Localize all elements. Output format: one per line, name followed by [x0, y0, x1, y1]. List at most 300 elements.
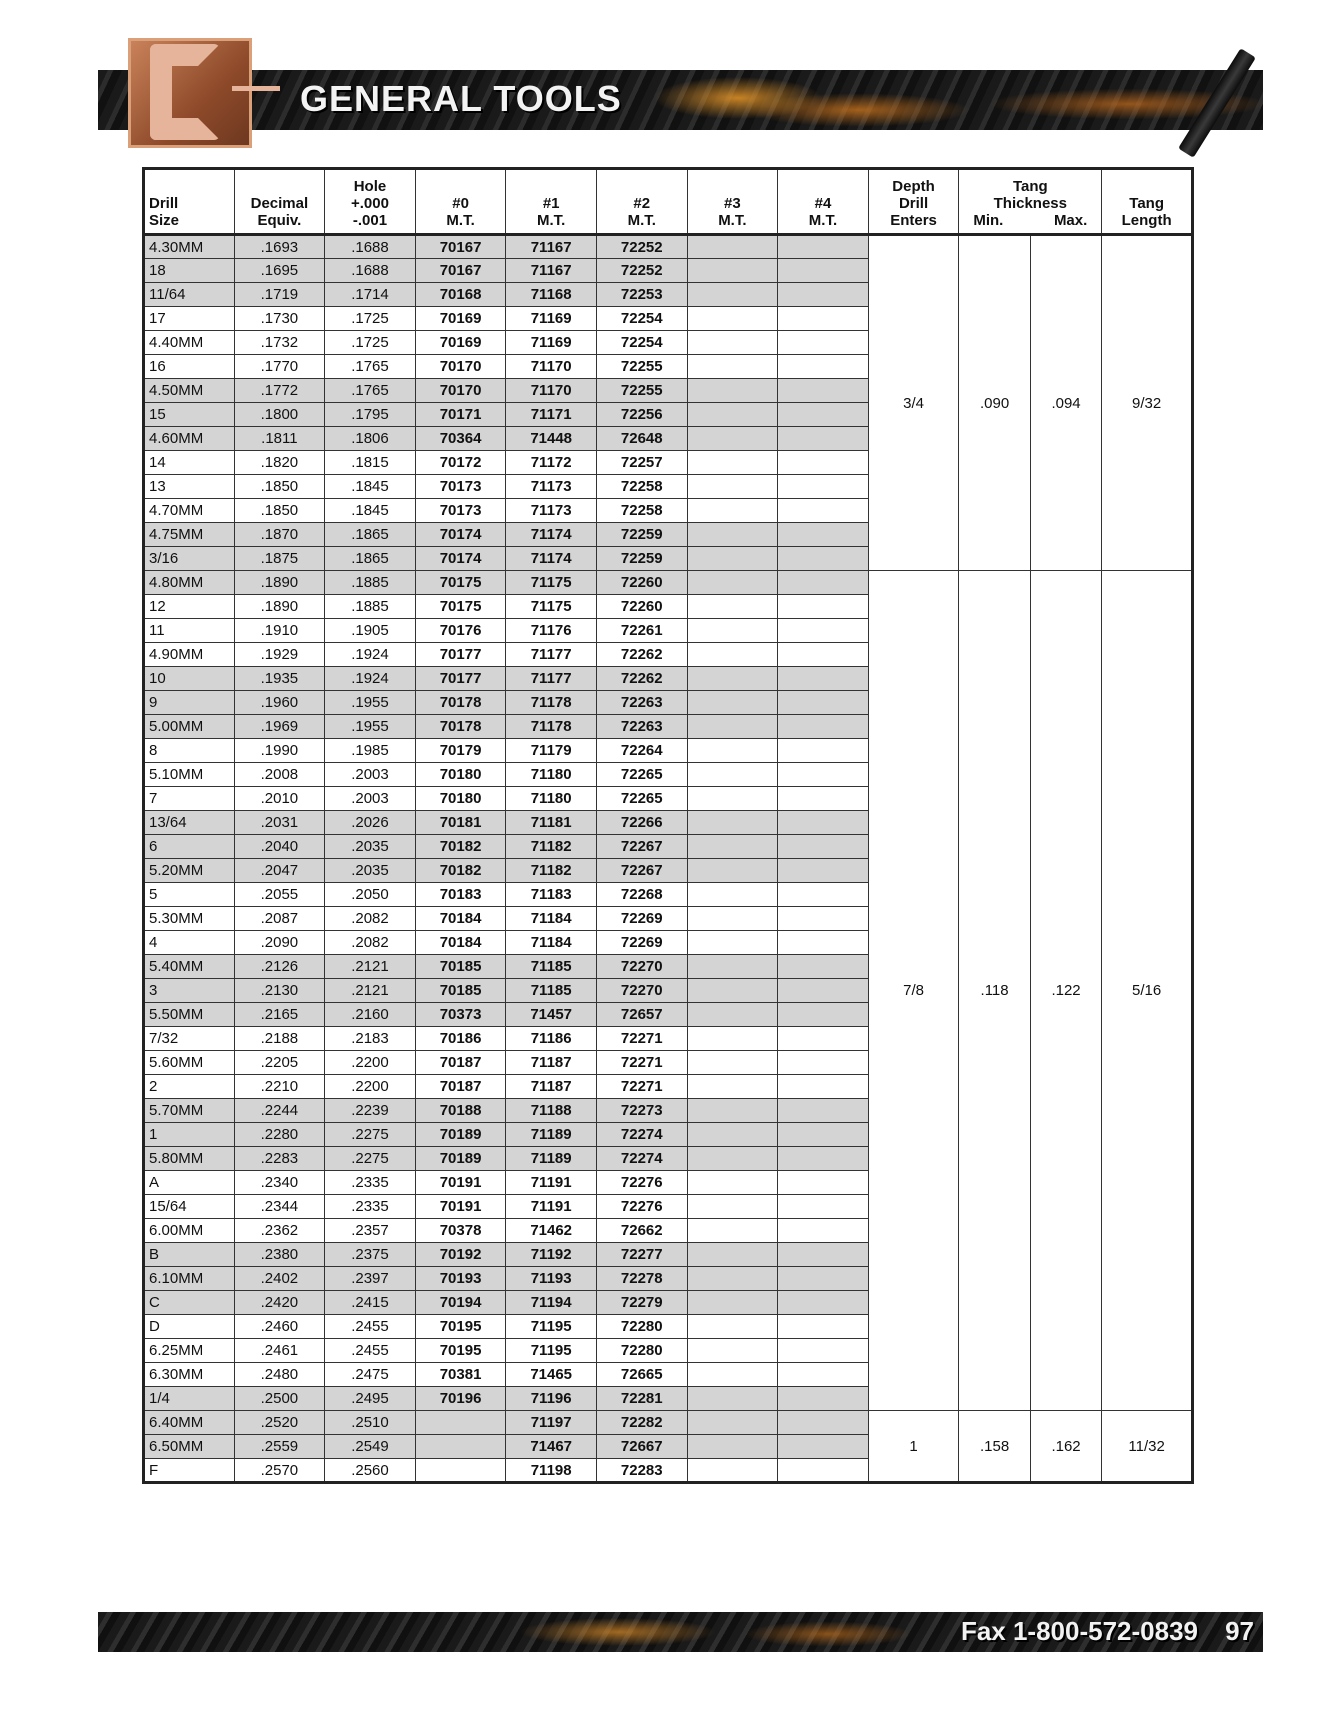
cell-decimal-equiv: .2520 [234, 1411, 325, 1435]
cell-mt4 [778, 1027, 869, 1051]
cell-mt4 [778, 1195, 869, 1219]
cell-mt3 [687, 1243, 778, 1267]
cell-hole: .2495 [325, 1387, 416, 1411]
cell-mt4 [778, 1291, 869, 1315]
cell-decimal-equiv: .1770 [234, 355, 325, 379]
cell-mt4 [778, 499, 869, 523]
cell-mt4 [778, 1003, 869, 1027]
cell-mt0: 70177 [415, 643, 506, 667]
cell-mt3 [687, 427, 778, 451]
cell-decimal-equiv: .2205 [234, 1051, 325, 1075]
cell-hole: .2357 [325, 1219, 416, 1243]
logo-drill-bar [232, 86, 280, 91]
cell-decimal-equiv: .2126 [234, 955, 325, 979]
cell-mt2: 72271 [596, 1075, 687, 1099]
cell-mt1: 71194 [506, 1291, 597, 1315]
cell-mt2: 72665 [596, 1363, 687, 1387]
cell-decimal-equiv: .1820 [234, 451, 325, 475]
cell-decimal-equiv: .2380 [234, 1243, 325, 1267]
cell-decimal-equiv: .2130 [234, 979, 325, 1003]
cell-mt3 [687, 1003, 778, 1027]
header-mt4: #4 M.T. [778, 169, 869, 235]
cell-mt1: 71170 [506, 355, 597, 379]
cell-mt1: 71169 [506, 331, 597, 355]
cell-drill-size: 5.80MM [144, 1147, 235, 1171]
cell-depth-drill-enters: 3/4 [868, 235, 959, 571]
logo-c-mark [150, 44, 220, 140]
cell-mt0: 70175 [415, 595, 506, 619]
cell-hole: .1885 [325, 571, 416, 595]
cell-decimal-equiv: .2244 [234, 1099, 325, 1123]
cell-hole: .2415 [325, 1291, 416, 1315]
cell-mt2: 72257 [596, 451, 687, 475]
cell-mt2: 72281 [596, 1387, 687, 1411]
cell-drill-size: 15/64 [144, 1195, 235, 1219]
cell-mt1: 71467 [506, 1435, 597, 1459]
cell-drill-size: A [144, 1171, 235, 1195]
cell-drill-size: 6.50MM [144, 1435, 235, 1459]
cell-mt4 [778, 1315, 869, 1339]
cell-mt4 [778, 979, 869, 1003]
cell-hole: .2121 [325, 955, 416, 979]
cell-mt4 [778, 1099, 869, 1123]
cell-mt3 [687, 499, 778, 523]
cell-mt2: 72282 [596, 1411, 687, 1435]
table-row [144, 571, 1193, 595]
cell-hole: .2455 [325, 1315, 416, 1339]
cell-hole: .2035 [325, 835, 416, 859]
cell-drill-size: B [144, 1243, 235, 1267]
cell-decimal-equiv: .2461 [234, 1339, 325, 1363]
cell-mt0: 70187 [415, 1051, 506, 1075]
cell-mt1: 71192 [506, 1243, 597, 1267]
cell-mt0: 70378 [415, 1219, 506, 1243]
cell-tang-length: 5/16 [1102, 571, 1193, 1411]
cell-drill-size: 4.80MM [144, 571, 235, 595]
cell-mt3 [687, 1459, 778, 1483]
cell-mt4 [778, 1147, 869, 1171]
cell-mt4 [778, 1123, 869, 1147]
cell-decimal-equiv: .1870 [234, 523, 325, 547]
header-hole: Hole +.000 -.001 [325, 169, 416, 235]
cell-mt4 [778, 403, 869, 427]
cell-drill-size: 4.40MM [144, 331, 235, 355]
cell-mt4 [778, 907, 869, 931]
cell-mt2: 72262 [596, 667, 687, 691]
cell-mt3 [687, 355, 778, 379]
cell-mt3 [687, 907, 778, 931]
cell-decimal-equiv: .2087 [234, 907, 325, 931]
cell-mt1: 71184 [506, 907, 597, 931]
cell-decimal-equiv: .2031 [234, 811, 325, 835]
header-decimal-equiv: Decimal Equiv. [234, 169, 325, 235]
cell-mt2: 72258 [596, 499, 687, 523]
cell-decimal-equiv: .1772 [234, 379, 325, 403]
cell-mt1: 71193 [506, 1267, 597, 1291]
cell-drill-size: 16 [144, 355, 235, 379]
cell-mt3 [687, 1147, 778, 1171]
cell-mt2: 72276 [596, 1195, 687, 1219]
cell-mt3 [687, 1339, 778, 1363]
cell-mt3 [687, 523, 778, 547]
cell-hole: .2397 [325, 1267, 416, 1291]
cell-mt4 [778, 307, 869, 331]
cell-hole: .2035 [325, 859, 416, 883]
cell-mt0: 70167 [415, 235, 506, 259]
cell-mt3 [687, 1435, 778, 1459]
cell-mt2: 72667 [596, 1435, 687, 1459]
cell-mt2: 72260 [596, 571, 687, 595]
cell-hole: .1765 [325, 355, 416, 379]
cell-hole: .2560 [325, 1459, 416, 1483]
cell-mt2: 72273 [596, 1099, 687, 1123]
cell-mt4 [778, 883, 869, 907]
cell-mt4 [778, 427, 869, 451]
cell-mt2: 72279 [596, 1291, 687, 1315]
cell-mt3 [687, 235, 778, 259]
cell-mt1: 71188 [506, 1099, 597, 1123]
cell-decimal-equiv: .2165 [234, 1003, 325, 1027]
cell-mt0: 70364 [415, 427, 506, 451]
cell-mt1: 71457 [506, 1003, 597, 1027]
cell-decimal-equiv: .2040 [234, 835, 325, 859]
cell-mt3 [687, 787, 778, 811]
cell-mt1: 71186 [506, 1027, 597, 1051]
cell-drill-size: 2 [144, 1075, 235, 1099]
cell-mt3 [687, 1267, 778, 1291]
cell-mt4 [778, 1411, 869, 1435]
cell-mt0: 70381 [415, 1363, 506, 1387]
cell-mt2: 72278 [596, 1267, 687, 1291]
cell-drill-size: 4.75MM [144, 523, 235, 547]
cell-mt0: 70177 [415, 667, 506, 691]
cell-tang-min: .158 [959, 1411, 1030, 1483]
cell-depth-drill-enters: 7/8 [868, 571, 959, 1411]
cell-drill-size: D [144, 1315, 235, 1339]
cell-hole: .2050 [325, 883, 416, 907]
cell-mt4 [778, 835, 869, 859]
cell-mt3 [687, 643, 778, 667]
cell-mt1: 71179 [506, 739, 597, 763]
cell-drill-size: 6 [144, 835, 235, 859]
cell-drill-size: 5.70MM [144, 1099, 235, 1123]
cell-drill-size: 4.60MM [144, 427, 235, 451]
cell-mt1: 71185 [506, 955, 597, 979]
cell-mt4 [778, 259, 869, 283]
cell-mt2: 72280 [596, 1339, 687, 1363]
cell-mt1: 71174 [506, 523, 597, 547]
cell-mt1: 71168 [506, 283, 597, 307]
cell-mt0: 70173 [415, 499, 506, 523]
cell-mt1: 71176 [506, 619, 597, 643]
cell-drill-size: 3 [144, 979, 235, 1003]
cell-mt4 [778, 931, 869, 955]
cell-hole: .2475 [325, 1363, 416, 1387]
cell-mt3 [687, 979, 778, 1003]
cell-decimal-equiv: .2362 [234, 1219, 325, 1243]
cell-tang-max: .094 [1030, 235, 1101, 571]
header-drill-size: Drill Size [144, 169, 235, 235]
cell-mt0: 70180 [415, 763, 506, 787]
cell-drill-size: 5.20MM [144, 859, 235, 883]
cell-mt0: 70188 [415, 1099, 506, 1123]
cell-mt2: 72252 [596, 259, 687, 283]
cell-drill-size: 5.10MM [144, 763, 235, 787]
cell-mt1: 71171 [506, 403, 597, 427]
cell-decimal-equiv: .1969 [234, 715, 325, 739]
cell-decimal-equiv: .2008 [234, 763, 325, 787]
cell-mt2: 72271 [596, 1051, 687, 1075]
cell-hole: .1924 [325, 667, 416, 691]
header-mt1: #1 M.T. [506, 169, 597, 235]
cell-mt0: 70189 [415, 1147, 506, 1171]
header-mt2: #2 M.T. [596, 169, 687, 235]
cell-decimal-equiv: .1732 [234, 331, 325, 355]
cell-mt0: 70195 [415, 1339, 506, 1363]
cell-decimal-equiv: .1695 [234, 259, 325, 283]
cell-mt1: 71180 [506, 763, 597, 787]
cell-mt2: 72264 [596, 739, 687, 763]
cell-mt3 [687, 835, 778, 859]
cell-hole: .1845 [325, 475, 416, 499]
cell-mt0: 70178 [415, 715, 506, 739]
cell-hole: .2335 [325, 1171, 416, 1195]
cell-mt0: 70185 [415, 955, 506, 979]
cell-mt0: 70170 [415, 355, 506, 379]
cell-mt0: 70169 [415, 331, 506, 355]
cell-drill-size: 14 [144, 451, 235, 475]
cell-mt4 [778, 811, 869, 835]
cell-hole: .2455 [325, 1339, 416, 1363]
cell-mt0 [415, 1435, 506, 1459]
cell-mt2: 72255 [596, 379, 687, 403]
cell-hole: .1765 [325, 379, 416, 403]
cell-mt2: 72256 [596, 403, 687, 427]
cell-hole: .2003 [325, 787, 416, 811]
cell-decimal-equiv: .2420 [234, 1291, 325, 1315]
cell-decimal-equiv: .1800 [234, 403, 325, 427]
cell-mt0: 70184 [415, 931, 506, 955]
cell-mt4 [778, 1435, 869, 1459]
cell-decimal-equiv: .1960 [234, 691, 325, 715]
header-depth-drill-enters: Depth Drill Enters [868, 169, 959, 235]
cell-mt1: 71167 [506, 235, 597, 259]
cell-decimal-equiv: .2344 [234, 1195, 325, 1219]
cell-depth-drill-enters: 1 [868, 1411, 959, 1483]
cell-tang-max: .162 [1030, 1411, 1101, 1483]
cell-mt4 [778, 1243, 869, 1267]
cell-mt0: 70180 [415, 787, 506, 811]
cell-drill-size: 11 [144, 619, 235, 643]
cell-mt2: 72255 [596, 355, 687, 379]
cell-mt4 [778, 955, 869, 979]
cell-hole: .1725 [325, 331, 416, 355]
cell-hole: .2275 [325, 1123, 416, 1147]
cell-decimal-equiv: .2480 [234, 1363, 325, 1387]
cell-mt0 [415, 1411, 506, 1435]
cell-mt1: 71178 [506, 691, 597, 715]
cell-mt1: 71189 [506, 1147, 597, 1171]
cell-mt1: 71182 [506, 835, 597, 859]
cell-drill-size: 5.00MM [144, 715, 235, 739]
cell-mt2: 72268 [596, 883, 687, 907]
cell-mt0: 70183 [415, 883, 506, 907]
cell-mt2: 72265 [596, 787, 687, 811]
cell-drill-size: 6.30MM [144, 1363, 235, 1387]
cell-mt0: 70176 [415, 619, 506, 643]
cell-decimal-equiv: .2210 [234, 1075, 325, 1099]
cell-mt2: 72283 [596, 1459, 687, 1483]
header-tang-min: Min. [973, 212, 1004, 229]
cell-mt3 [687, 763, 778, 787]
cell-mt0: 70373 [415, 1003, 506, 1027]
cell-drill-size: 15 [144, 403, 235, 427]
cell-mt4 [778, 1219, 869, 1243]
cell-mt0: 70167 [415, 259, 506, 283]
cell-decimal-equiv: .2340 [234, 1171, 325, 1195]
cell-decimal-equiv: .2090 [234, 931, 325, 955]
cell-hole: .2082 [325, 907, 416, 931]
cell-mt4 [778, 1363, 869, 1387]
cell-mt2: 72259 [596, 523, 687, 547]
cell-mt3 [687, 1099, 778, 1123]
cell-mt1: 71195 [506, 1339, 597, 1363]
cell-hole: .1714 [325, 283, 416, 307]
cell-mt0: 70189 [415, 1123, 506, 1147]
cell-mt4 [778, 1051, 869, 1075]
cell-hole: .2200 [325, 1051, 416, 1075]
cell-mt3 [687, 1411, 778, 1435]
cell-hole: .1905 [325, 619, 416, 643]
cell-hole: .1865 [325, 547, 416, 571]
cell-mt4 [778, 379, 869, 403]
cell-mt1: 71175 [506, 595, 597, 619]
cell-mt2: 72254 [596, 307, 687, 331]
cell-mt2: 72252 [596, 235, 687, 259]
cell-mt4 [778, 1171, 869, 1195]
cell-mt0: 70169 [415, 307, 506, 331]
cell-mt4 [778, 355, 869, 379]
cell-hole: .2275 [325, 1147, 416, 1171]
cell-drill-size: F [144, 1459, 235, 1483]
cell-drill-size: 4.30MM [144, 235, 235, 259]
cell-drill-size: 1 [144, 1123, 235, 1147]
cell-mt4 [778, 1267, 869, 1291]
cell-mt0: 70193 [415, 1267, 506, 1291]
cell-tang-min: .090 [959, 235, 1030, 571]
cell-mt3 [687, 955, 778, 979]
cell-mt2: 72274 [596, 1147, 687, 1171]
cell-drill-size: 6.00MM [144, 1219, 235, 1243]
cell-mt2: 72662 [596, 1219, 687, 1243]
cell-mt2: 72258 [596, 475, 687, 499]
brand-title: GENERAL TOOLS [300, 78, 622, 119]
cell-mt2: 72266 [596, 811, 687, 835]
cell-mt2: 72265 [596, 763, 687, 787]
cell-decimal-equiv: .1910 [234, 619, 325, 643]
cell-decimal-equiv: .1935 [234, 667, 325, 691]
fax-number: Fax 1-800-572-0839 [960, 1616, 1198, 1646]
cell-mt3 [687, 739, 778, 763]
cell-decimal-equiv: .2280 [234, 1123, 325, 1147]
header-mt0: #0 M.T. [415, 169, 506, 235]
cell-mt1: 71197 [506, 1411, 597, 1435]
cell-mt3 [687, 403, 778, 427]
cell-tang-min: .118 [959, 571, 1030, 1411]
cell-mt3 [687, 547, 778, 571]
cell-mt3 [687, 1315, 778, 1339]
cell-tang-length: 9/32 [1102, 235, 1193, 571]
cell-mt0: 70182 [415, 859, 506, 883]
cell-mt1: 71185 [506, 979, 597, 1003]
cell-decimal-equiv: .1890 [234, 595, 325, 619]
cell-mt4 [778, 547, 869, 571]
cell-mt3 [687, 595, 778, 619]
cell-drill-size: 11/64 [144, 283, 235, 307]
cell-mt3 [687, 307, 778, 331]
cell-mt2: 72648 [596, 427, 687, 451]
cell-decimal-equiv: .2402 [234, 1267, 325, 1291]
cell-hole: .2335 [325, 1195, 416, 1219]
cell-mt1: 71167 [506, 259, 597, 283]
cell-hole: .2510 [325, 1411, 416, 1435]
cell-decimal-equiv: .1990 [234, 739, 325, 763]
cell-drill-size: 13 [144, 475, 235, 499]
cell-hole: .1815 [325, 451, 416, 475]
cell-drill-size: 13/64 [144, 811, 235, 835]
cell-drill-size: 5.50MM [144, 1003, 235, 1027]
cell-mt3 [687, 1363, 778, 1387]
cell-hole: .1865 [325, 523, 416, 547]
cell-mt2: 72254 [596, 331, 687, 355]
cell-mt0: 70181 [415, 811, 506, 835]
cell-mt4 [778, 235, 869, 259]
cell-mt4 [778, 667, 869, 691]
cell-mt4 [778, 691, 869, 715]
cell-mt0: 70187 [415, 1075, 506, 1099]
cell-mt3 [687, 1171, 778, 1195]
page-number: 97 [1225, 1616, 1254, 1646]
cell-mt2: 72267 [596, 835, 687, 859]
cell-mt3 [687, 475, 778, 499]
cell-mt0: 70186 [415, 1027, 506, 1051]
cell-mt1: 71462 [506, 1219, 597, 1243]
cell-decimal-equiv: .1811 [234, 427, 325, 451]
cell-mt3 [687, 259, 778, 283]
cell-mt1: 71169 [506, 307, 597, 331]
cell-drill-size: 4.50MM [144, 379, 235, 403]
cell-mt3 [687, 715, 778, 739]
cell-mt1: 71172 [506, 451, 597, 475]
cell-mt4 [778, 283, 869, 307]
cell-hole: .1955 [325, 691, 416, 715]
cell-mt1: 71178 [506, 715, 597, 739]
cell-mt3 [687, 1195, 778, 1219]
cell-mt3 [687, 1291, 778, 1315]
cell-hole: .1924 [325, 643, 416, 667]
cell-mt0: 70196 [415, 1387, 506, 1411]
header-tang-thickness: Tang Thickness Min. Max. [959, 169, 1102, 235]
cell-hole: .2003 [325, 763, 416, 787]
cell-mt4 [778, 331, 869, 355]
cell-mt2: 72267 [596, 859, 687, 883]
cell-decimal-equiv: .2055 [234, 883, 325, 907]
cell-mt4 [778, 787, 869, 811]
cell-mt4 [778, 643, 869, 667]
cell-decimal-equiv: .2047 [234, 859, 325, 883]
cell-tang-max: .122 [1030, 571, 1101, 1411]
cell-mt1: 71177 [506, 667, 597, 691]
